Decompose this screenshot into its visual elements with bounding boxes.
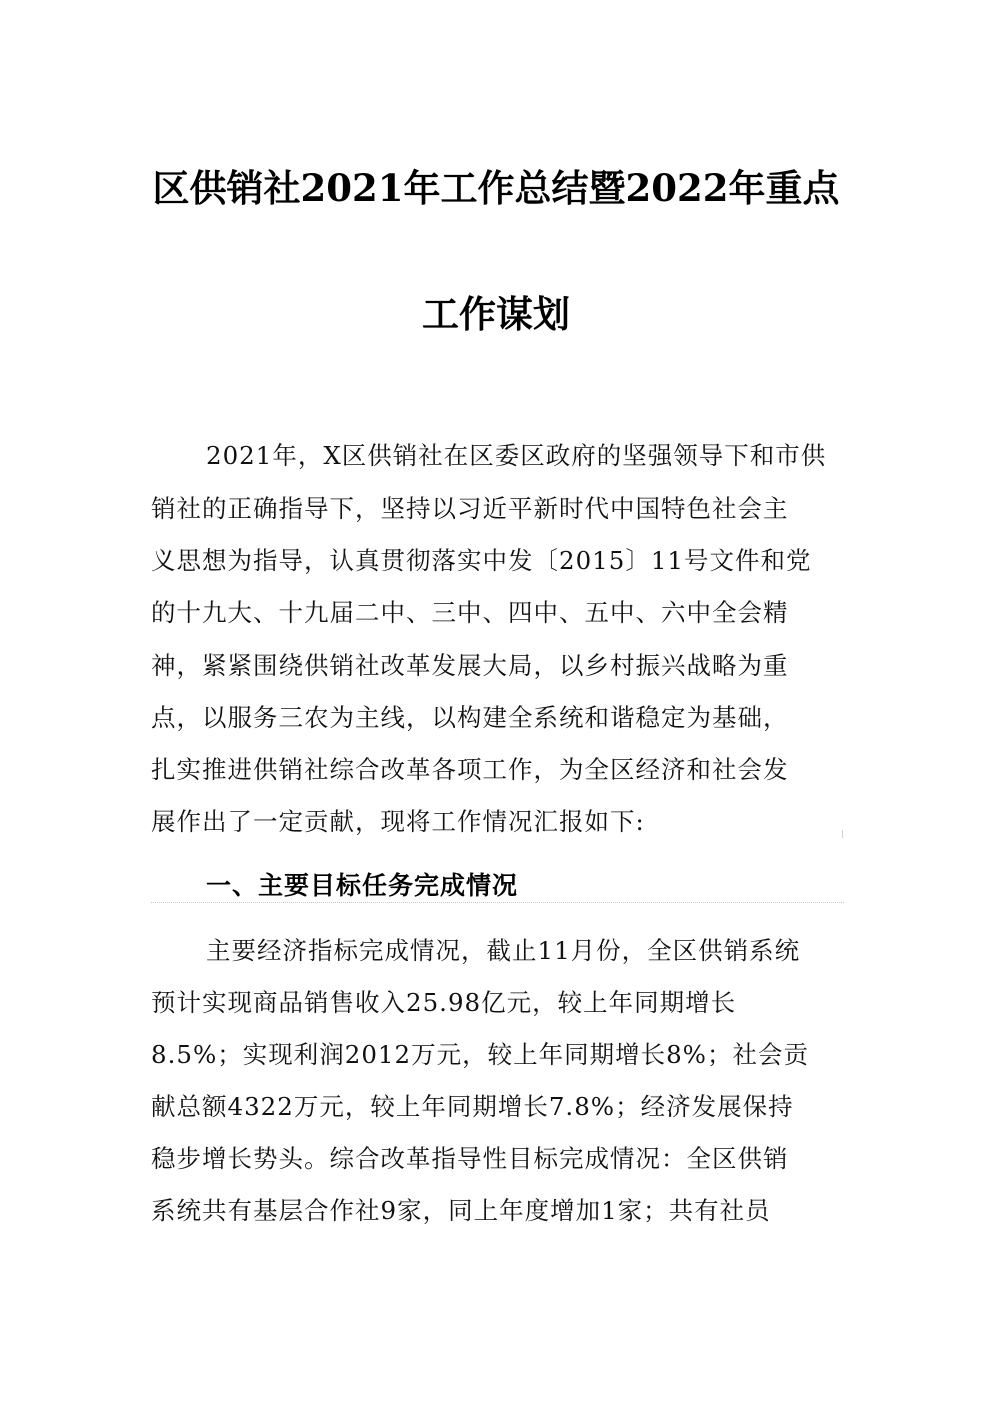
section-paragraph-line: 主要经济指标完成情况，截止11月份，全区供销系统: [206, 936, 801, 965]
section-paragraph-line: 8.5%；实现利润2012万元，较上年同期增长8%；社会贡: [151, 1040, 809, 1069]
heading-underline-rule: [151, 902, 844, 903]
paragraph-end-mark: [842, 830, 843, 838]
document-title-line-1: 区供销社2021年工作总结暨2022年重点: [152, 166, 840, 210]
intro-paragraph-line: 销社的正确指导下，坚持以习近平新时代中国特色社会主: [151, 494, 789, 523]
document-title-line-2: 工作谋划: [422, 292, 570, 336]
section-paragraph-line: 系统共有基层合作社9家，同上年度增加1家；共有社员: [151, 1196, 771, 1225]
section-paragraph-line: 献总额4322万元，较上年同期增长7.8%；经济发展保持: [151, 1092, 794, 1121]
intro-paragraph-line: 2021年，X区供销社在区委区政府的坚强领导下和市供: [206, 441, 827, 470]
section-paragraph-line: 稳步增长势头。综合改革指导性目标完成情况：全区供销: [151, 1144, 789, 1173]
intro-paragraph-line: 点，以服务三农为主线，以构建全系统和谐稳定为基础，: [151, 703, 789, 732]
intro-paragraph-line: 扎实推进供销社综合改革各项工作，为全区经济和社会发: [151, 755, 789, 784]
intro-paragraph-line: 展作出了一定贡献，现将工作情况汇报如下:: [151, 807, 645, 836]
intro-paragraph-line: 义思想为指导，认真贯彻落实中发〔2015〕11号文件和党: [151, 546, 812, 575]
section-heading: 一、主要目标任务完成情况: [206, 871, 519, 900]
section-paragraph-line: 预计实现商品销售收入25.98亿元，较上年同期增长: [151, 988, 737, 1017]
intro-paragraph-line: 神，紧紧围绕供销社改革发展大局，以乡村振兴战略为重: [151, 651, 789, 680]
intro-paragraph-line: 的十九大、十九届二中、三中、四中、五中、六中全会精: [151, 598, 789, 627]
